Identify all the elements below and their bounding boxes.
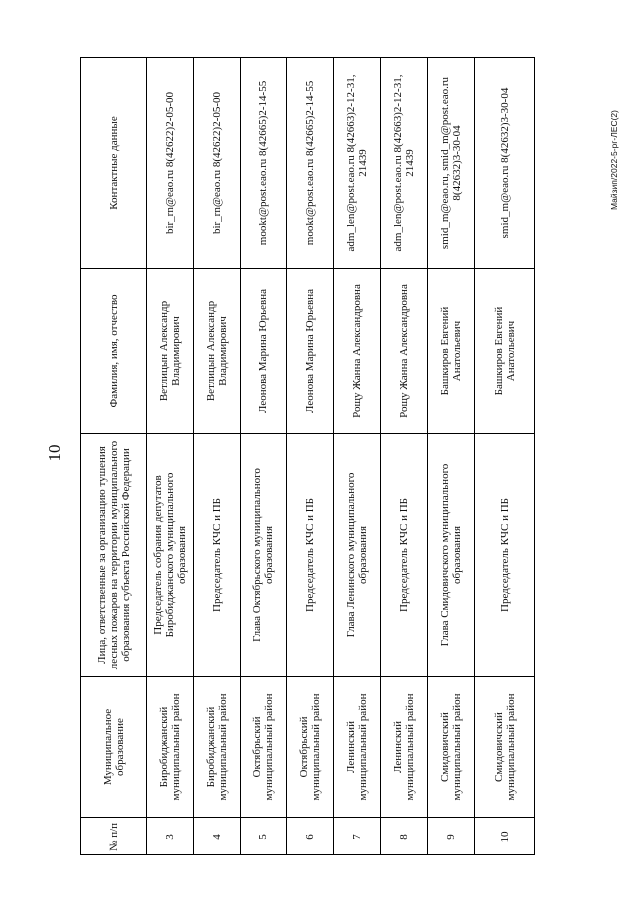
cell-contacts: smid_m@eao.ru 8(42632)3-30-04 xyxy=(499,87,511,239)
cell-contacts: smid_m@eao.ru, smid_m@post.eao.ru 8(42632)3-30-04 xyxy=(438,76,463,250)
cell-num: 9 xyxy=(444,833,457,840)
cell-contacts: bir_rn@eao.ru 8(42622)2-05-00 xyxy=(210,91,223,235)
cell-fio: Ветлицын Александр Владимирович xyxy=(157,300,182,401)
cell-contacts: adm_len@post.eao.ru 8(42663)2-12-31, 21439 xyxy=(391,74,416,252)
cell-fio: Леонова Марина Юрьевна xyxy=(257,288,269,413)
cell-responsible: Глава Ленинского муниципального образования xyxy=(344,472,369,637)
cell-num: 8 xyxy=(397,833,410,840)
cell-contacts: adm_len@post.eao.ru 8(42663)2-12-31, 21439 xyxy=(344,74,369,252)
cell-municipality: Ленинский муниципальный район xyxy=(391,693,416,800)
cell-contacts: bir_rn@eao.ru 8(42622)2-05-00 xyxy=(163,91,176,235)
cell-municipality: Смидовичский муниципальный район xyxy=(438,693,463,800)
page-number: 10 xyxy=(45,444,64,462)
cell-fio: Рощу Жанна Александровна xyxy=(397,283,410,418)
cell-fio: Башкиров Евгений Анатольевич xyxy=(493,306,517,395)
cell-contacts: mookt@post.eao.ru 8(42665)2-14-55 xyxy=(257,80,269,246)
cell-responsible: Председатель КЧС и ПБ xyxy=(210,497,223,612)
cell-num: 3 xyxy=(163,833,176,840)
cell-num: 10 xyxy=(499,831,511,842)
cell-responsible: Председатель КЧС и ПБ xyxy=(499,497,511,612)
cell-municipality: Октябрьский муниципальный район xyxy=(251,693,275,800)
cell-responsible: Председатель собрания депутатов Биробиджанского муниципального образования xyxy=(151,472,188,637)
header-num: № п/п xyxy=(107,822,120,851)
cell-contacts: mookt@post.eao.ru 8(42665)2-14-55 xyxy=(303,80,316,246)
cell-municipality: Октябрьский муниципальный район xyxy=(297,693,322,800)
cell-num: 7 xyxy=(350,833,363,840)
cell-municipality: Биробиджанский муниципальный район xyxy=(157,693,182,800)
cell-responsible: Глава Смидовичского муниципального образования xyxy=(438,463,463,646)
header-responsible: Лица, ответственные за организацию тушения лесных пожаров на территории муниципального образования субъекта Российской Федерации xyxy=(95,440,132,669)
header-contacts: Контактные данные xyxy=(107,116,120,210)
cell-fio: Рощу Жанна Александровна xyxy=(350,283,363,418)
cell-num: 6 xyxy=(303,833,316,840)
cell-fio: Башкиров Евгений Анатольевич xyxy=(438,306,463,395)
cell-responsible: Глава Октябрьского муниципального образования xyxy=(251,467,275,642)
header-fio: Фамилия, имя, отчество xyxy=(107,294,120,407)
cell-municipality: Биробиджанский муниципальный район xyxy=(204,693,229,800)
cell-municipality: Ленинский муниципальный район xyxy=(344,693,369,800)
cell-responsible: Председатель КЧС и ПБ xyxy=(303,497,316,612)
rotated-responsibles-table xyxy=(80,57,535,855)
document-side-note: Майзип/2022-5-рг-ЛЕС(2) xyxy=(609,110,619,210)
cell-num: 5 xyxy=(257,833,269,840)
cell-num: 4 xyxy=(210,833,223,840)
cell-fio: Ветлицын Александр Владимирович xyxy=(204,300,229,401)
cell-municipality: Смидовичский муниципальный район xyxy=(493,693,517,800)
cell-responsible: Председатель КЧС и ПБ xyxy=(397,497,410,612)
cell-fio: Леонова Марина Юрьевна xyxy=(303,288,316,413)
header-municipality: Муниципальное образование xyxy=(101,708,126,785)
